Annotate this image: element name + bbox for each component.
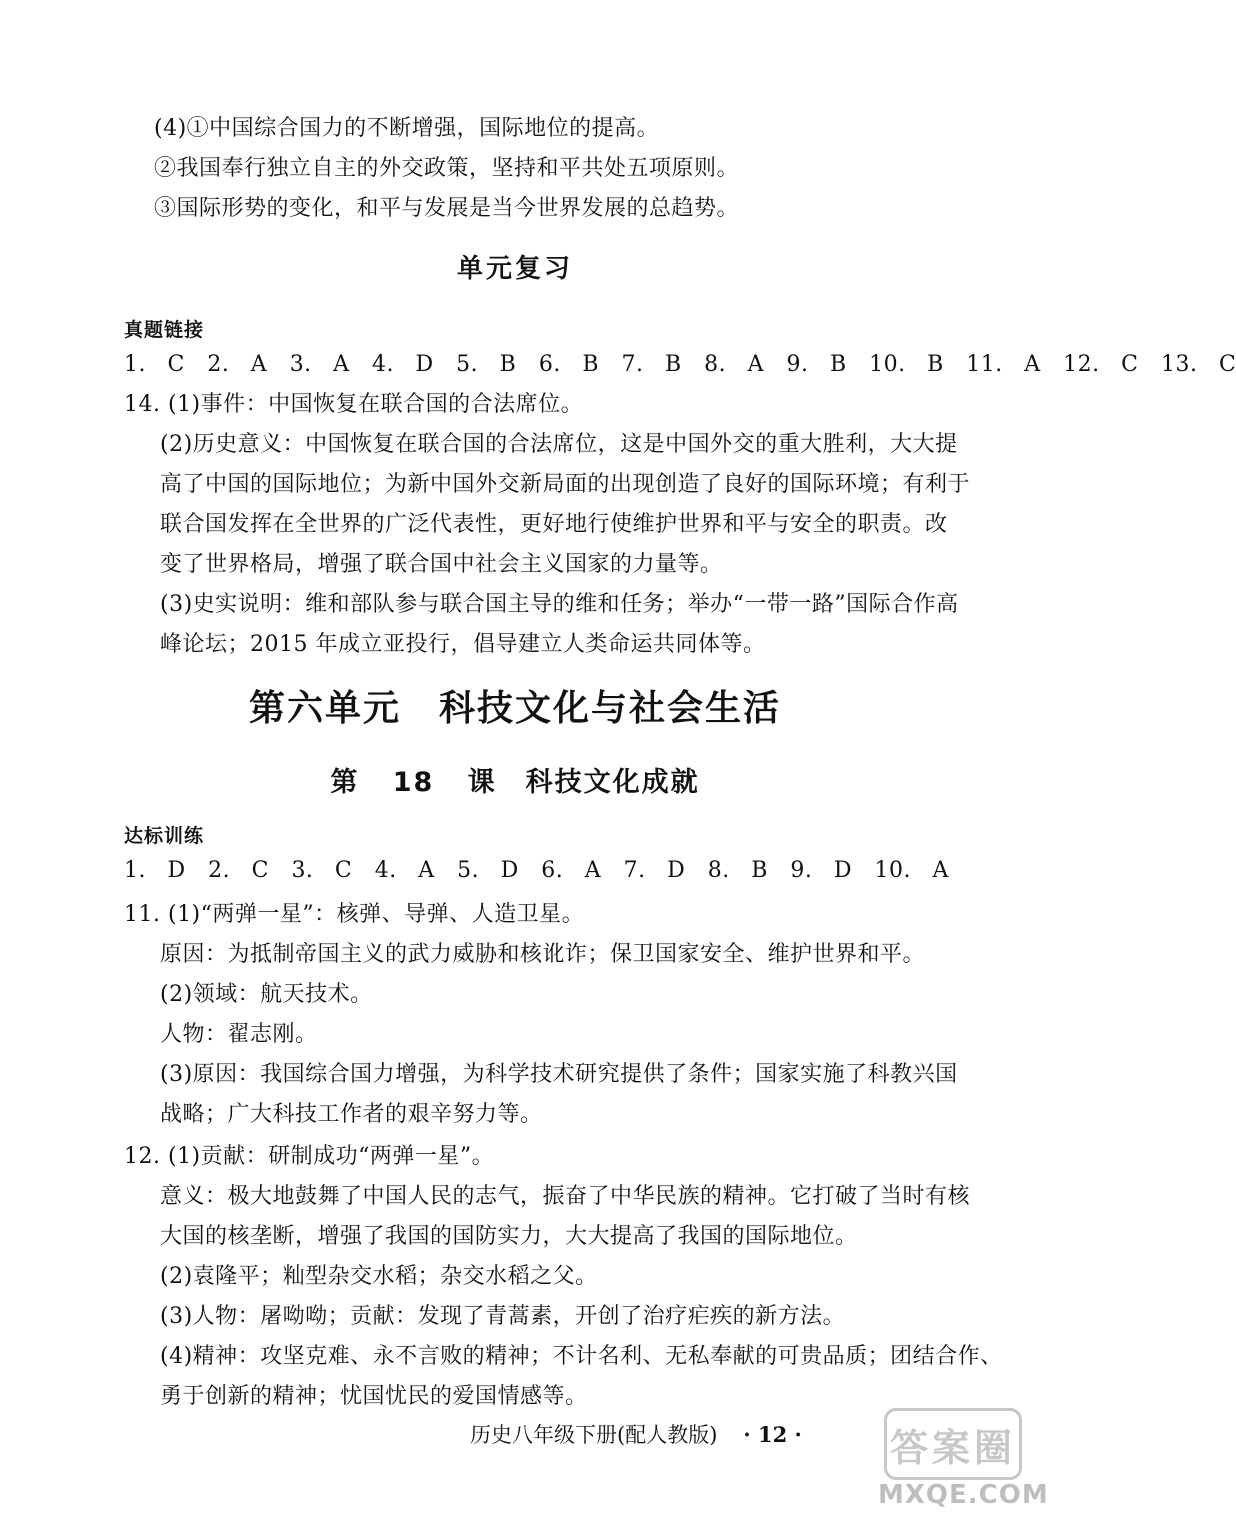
lesson-heading: 第 18 课 科技文化成就 xyxy=(330,767,700,798)
answer-line: 12. (1)贡献：研制成功“两弹一星”。 xyxy=(124,1144,495,1169)
answer-line: (3)原因：我国综合国力增强，为科学技术研究提供了条件；国家实施了科教兴国 xyxy=(160,1062,958,1087)
answer-line: 11. (1)“两弹一星”：核弹、导弹、人造卫星。 xyxy=(124,902,585,927)
answer-line: 勇于创新的精神；忧国忧民的爱国情感等。 xyxy=(160,1384,588,1409)
answer-line: 意义：极大地鼓舞了中国人民的志气，振奋了中华民族的精神。它打破了当时有核 xyxy=(160,1184,971,1209)
unit-six-heading: 第六单元 科技文化与社会生活 xyxy=(248,688,781,729)
practice-label: 达标训练 xyxy=(124,825,205,847)
site-watermark xyxy=(878,1408,1049,1518)
answer-line: (4)①中国综合国力的不断增强，国际地位的提高。 xyxy=(154,116,660,141)
answer-line: 峰论坛；2015 年成立亚投行，倡导建立人类命运共同体等。 xyxy=(160,632,766,657)
page-footer xyxy=(470,1420,802,1450)
answer-line: (3)人物：屠呦呦；贡献：发现了青蒿素，开创了治疗疟疾的新方法。 xyxy=(160,1304,846,1329)
answer-line: ③国际形势的变化，和平与发展是当今世界发展的总趋势。 xyxy=(154,196,740,221)
answer-line: 高了中国的国际地位；为新中国外交新局面的出现创造了良好的国际环境；有利于 xyxy=(160,472,971,497)
answer-line: (2)袁隆平；籼型杂交水稻；杂交水稻之父。 xyxy=(160,1264,598,1289)
choice-answers-line: 1. D 2. C 3. C 4. A 5. D 6. A 7. D 8. B 9. D 10. A xyxy=(124,858,949,883)
answer-line: (4)精神：攻坚克难、永不言败的精神；不计名利、无私奉献的可贵品质；团结合作、 xyxy=(160,1344,1003,1369)
answer-line: (3)史实说明：维和部队参与联合国主导的维和任务；举办“一带一路”国际合作高 xyxy=(160,592,959,617)
answer-line: (2)历史意义：中国恢复在联合国的合法席位，这是中国外交的重大胜利，大大提 xyxy=(160,432,958,457)
answer-line: (2)领域：航天技术。 xyxy=(160,982,373,1007)
book-title: 历史八年级下册(配人教版) xyxy=(470,1423,718,1447)
answer-line: 大国的核垄断，增强了我国的国防实力，大大提高了我国的国际地位。 xyxy=(160,1224,858,1249)
watermark-url: MXQE.COM xyxy=(878,1480,1049,1510)
page-number: · 12 · xyxy=(743,1422,802,1447)
answer-line: 原因：为抵制帝国主义的武力威胁和核讹诈；保卫国家安全、维护世界和平。 xyxy=(160,942,926,967)
watermark-logo: 答案圈 xyxy=(884,1408,1022,1480)
unit-review-heading: 单元复习 xyxy=(456,254,573,284)
choice-answers-line: 1. C 2. A 3. A 4. D 5. B 6. B 7. B 8. A 9. B 10. B 11. A 12. C 13. C xyxy=(124,352,1236,377)
answer-line: 联合国发挥在全世界的广泛代表性，更好地行使维护世界和平与安全的职责。改 xyxy=(160,512,948,537)
real-questions-label: 真题链接 xyxy=(124,319,205,341)
answer-line: 14. (1)事件：中国恢复在联合国的合法席位。 xyxy=(124,392,584,417)
answer-line: 变了世界格局，增强了联合国中社会主义国家的力量等。 xyxy=(160,552,723,577)
answer-line: ②我国奉行独立自主的外交政策，坚持和平共处五项原则。 xyxy=(154,156,740,181)
answer-line: 人物：翟志刚。 xyxy=(160,1022,318,1047)
answer-line: 战略；广大科技工作者的艰辛努力等。 xyxy=(160,1102,543,1127)
